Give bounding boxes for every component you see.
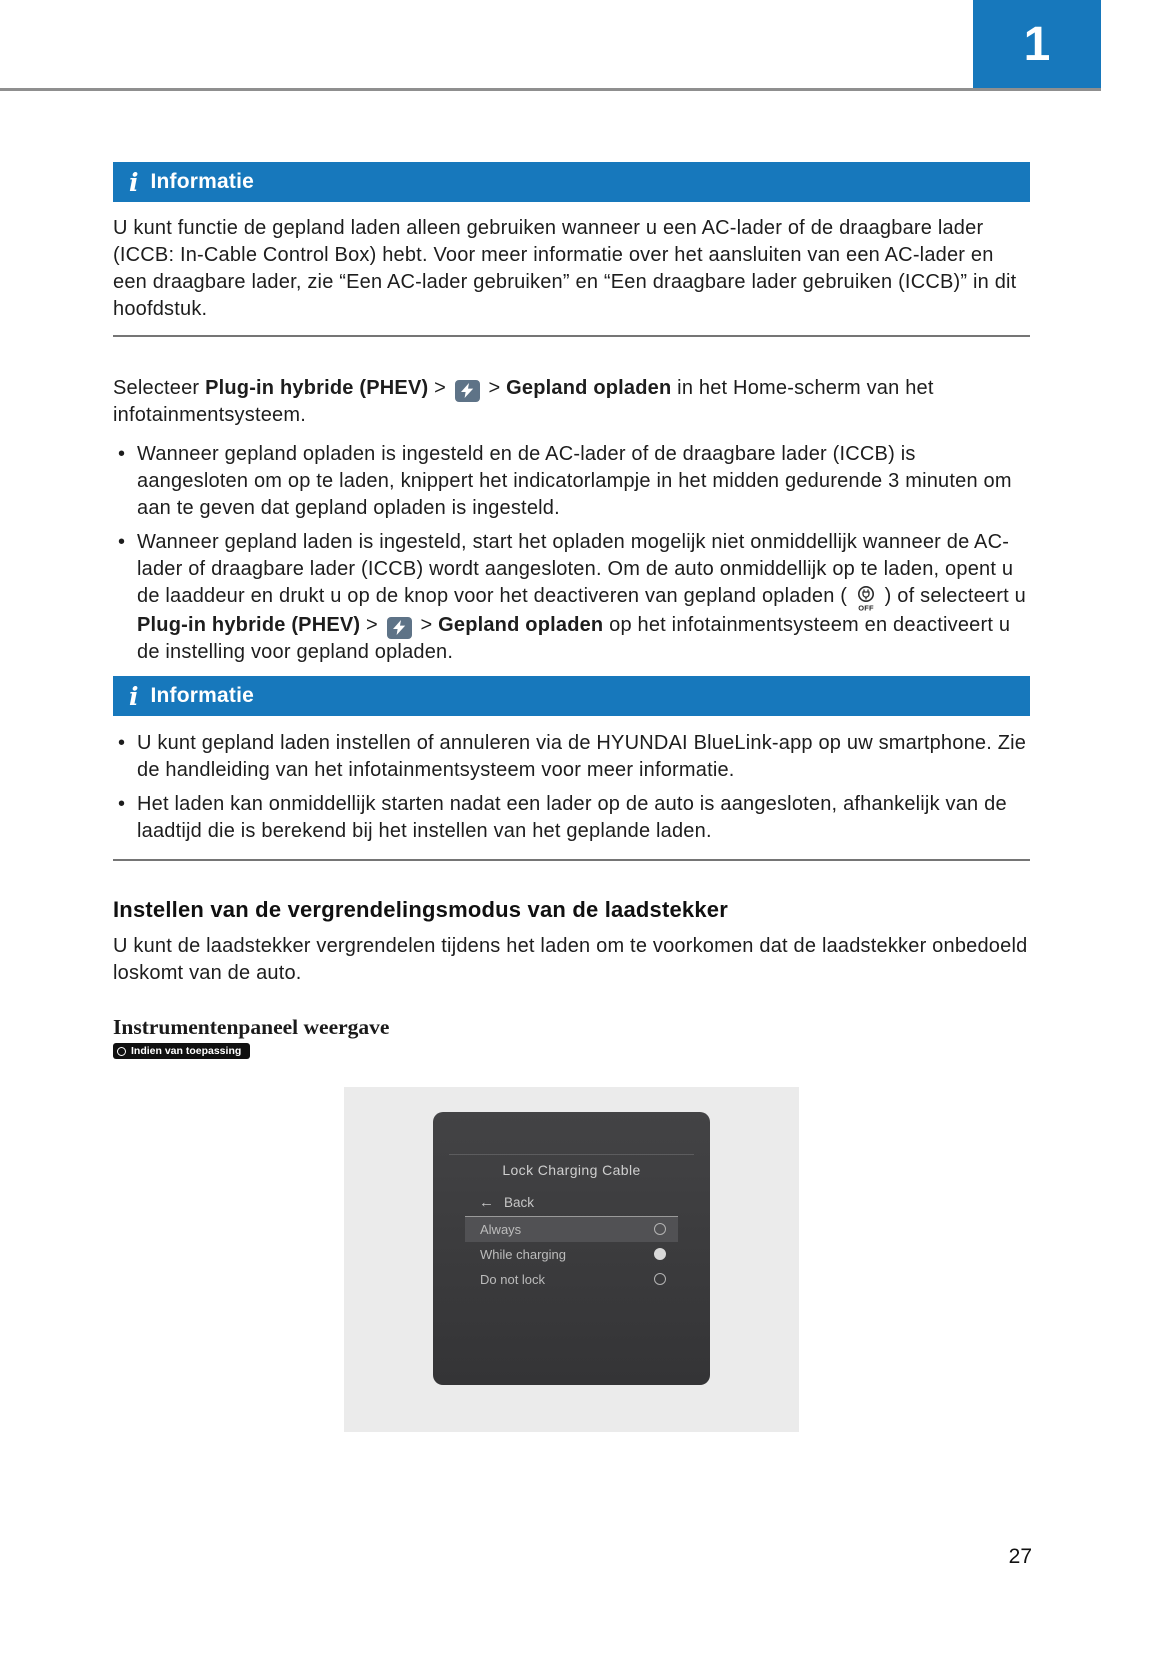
text-segment: > bbox=[482, 377, 507, 399]
screen-divider-top bbox=[449, 1154, 694, 1155]
list-item bbox=[113, 791, 1030, 845]
option-label: Do not lock bbox=[480, 1271, 546, 1287]
list-item bbox=[113, 730, 1030, 784]
info-banner-title: Informatie bbox=[150, 170, 255, 193]
info-paragraph-1: U kunt functie de gepland laden alleen gebruiken wanneer u een AC-lader of de draagbare lader (ICCB: In-Cable Control Box) hebt. Voor meer informatie over het aansluiten van een AC-lader en een draagbare lader, zie “Een AC-lader gebruiken” en “Een draagbare lader gebruiken (ICCB)” in dit hoofdstuk. bbox=[113, 217, 1017, 320]
info-dot-icon bbox=[117, 1047, 126, 1056]
text-segment: U kunt gepland laden instellen of annuleren via de HYUNDAI BlueLink-app op uw smartphone. Zie de handleiding van het infotainmentsysteem voor meer informatie. bbox=[137, 732, 1027, 781]
bullet-list-2 bbox=[113, 730, 1030, 845]
text-segment: Selecteer bbox=[113, 377, 206, 399]
menu-path-gepland-opladen: Gepland opladen bbox=[506, 377, 672, 399]
text-segment: in het Home-scherm van het infotainmentsysteem. bbox=[113, 377, 934, 426]
text-segment: > bbox=[414, 614, 439, 636]
option-row-0[interactable] bbox=[465, 1217, 678, 1242]
text-segment: > bbox=[360, 614, 384, 636]
menu-path-phev: Plug-in hybride (PHEV) bbox=[137, 614, 361, 636]
info-banner-2 bbox=[113, 676, 1030, 716]
scheduled-charging-icon bbox=[455, 380, 480, 402]
list-item bbox=[113, 441, 1030, 522]
cluster-screen bbox=[433, 1112, 710, 1385]
badge-label: Indien van toepassing bbox=[131, 1045, 242, 1057]
bullet-list-1 bbox=[113, 441, 1030, 666]
scheduled-charging-icon bbox=[387, 617, 412, 639]
back-label: Back bbox=[504, 1194, 535, 1210]
text-segment: op het infotainmentsysteem en deactiveert u de instelling voor gepland opladen. bbox=[137, 614, 1011, 663]
menu-path-gepland-opladen: Gepland opladen bbox=[438, 614, 604, 636]
text-segment: Het laden kan onmiddellijk starten nadat een lader op de auto is aangesloten, afhankelijk van de laadtijd die is berekend bij het instellen van het geplande laden. bbox=[137, 793, 1007, 842]
page-content bbox=[113, 0, 1030, 1432]
section-paragraph: U kunt de laadstekker vergrendelen tijdens het laden om te voorkomen dat de laadstekker onbedoeld loskomt van de auto. bbox=[113, 935, 1028, 984]
info-icon: i bbox=[129, 681, 139, 711]
list-item bbox=[113, 529, 1030, 666]
cluster-figure bbox=[344, 1087, 799, 1432]
menu-path-phev: Plug-in hybride (PHEV) bbox=[205, 377, 429, 399]
option-label: While charging bbox=[480, 1246, 566, 1262]
radio-0[interactable] bbox=[654, 1223, 666, 1235]
option-row-2[interactable] bbox=[465, 1267, 678, 1292]
section-divider-2 bbox=[113, 859, 1030, 861]
if-applicable-badge bbox=[113, 1043, 250, 1059]
text-segment: Wanneer gepland laden is ingesteld, start het opladen mogelijk niet onmiddellijk wanneer de AC-lader of draagbare lader (ICCB) wordt aangesloten. Om de auto onmiddellijk op te laden, opent u de laaddeur en drukt u op de knop voor het deactiveren van gepland opladen ( bbox=[137, 531, 1014, 607]
chapter-number: 1 bbox=[1023, 17, 1051, 71]
section-divider-1 bbox=[113, 335, 1030, 337]
info-icon: i bbox=[129, 167, 139, 197]
svg-text:OFF: OFF bbox=[858, 603, 874, 612]
option-row-1[interactable] bbox=[465, 1242, 678, 1267]
text-segment: > bbox=[428, 377, 452, 399]
option-label: Always bbox=[480, 1221, 522, 1237]
section-heading: Instellen van de vergrendelingsmodus van de laadstekker bbox=[113, 897, 729, 922]
select-instruction bbox=[113, 375, 1030, 429]
back-arrow-icon: ← bbox=[479, 1193, 494, 1211]
option-list bbox=[465, 1217, 678, 1292]
text-segment: Wanneer gepland opladen is ingesteld en de AC-lader of de draagbare lader (ICCB) is aangesloten om op te laden, knippert het indicatorlampje in het midden gedurende 3 minuten om aan te geven dat gepland opladen is ingesteld. bbox=[137, 443, 1012, 519]
info-banner-title: Informatie bbox=[150, 684, 255, 707]
info-banner-1 bbox=[113, 162, 1030, 202]
radio-1[interactable] bbox=[654, 1248, 666, 1260]
screen-title: Lock Charging Cable bbox=[502, 1161, 641, 1178]
page-number: 27 bbox=[1008, 1545, 1032, 1568]
cluster-display-heading: Instrumentenpaneel weergave bbox=[113, 1015, 390, 1039]
radio-2[interactable] bbox=[654, 1273, 666, 1285]
scheduled-charging-off-button-icon bbox=[855, 585, 877, 612]
back-button[interactable] bbox=[479, 1195, 534, 1210]
text-segment: ) of selecteert u bbox=[878, 585, 1026, 607]
